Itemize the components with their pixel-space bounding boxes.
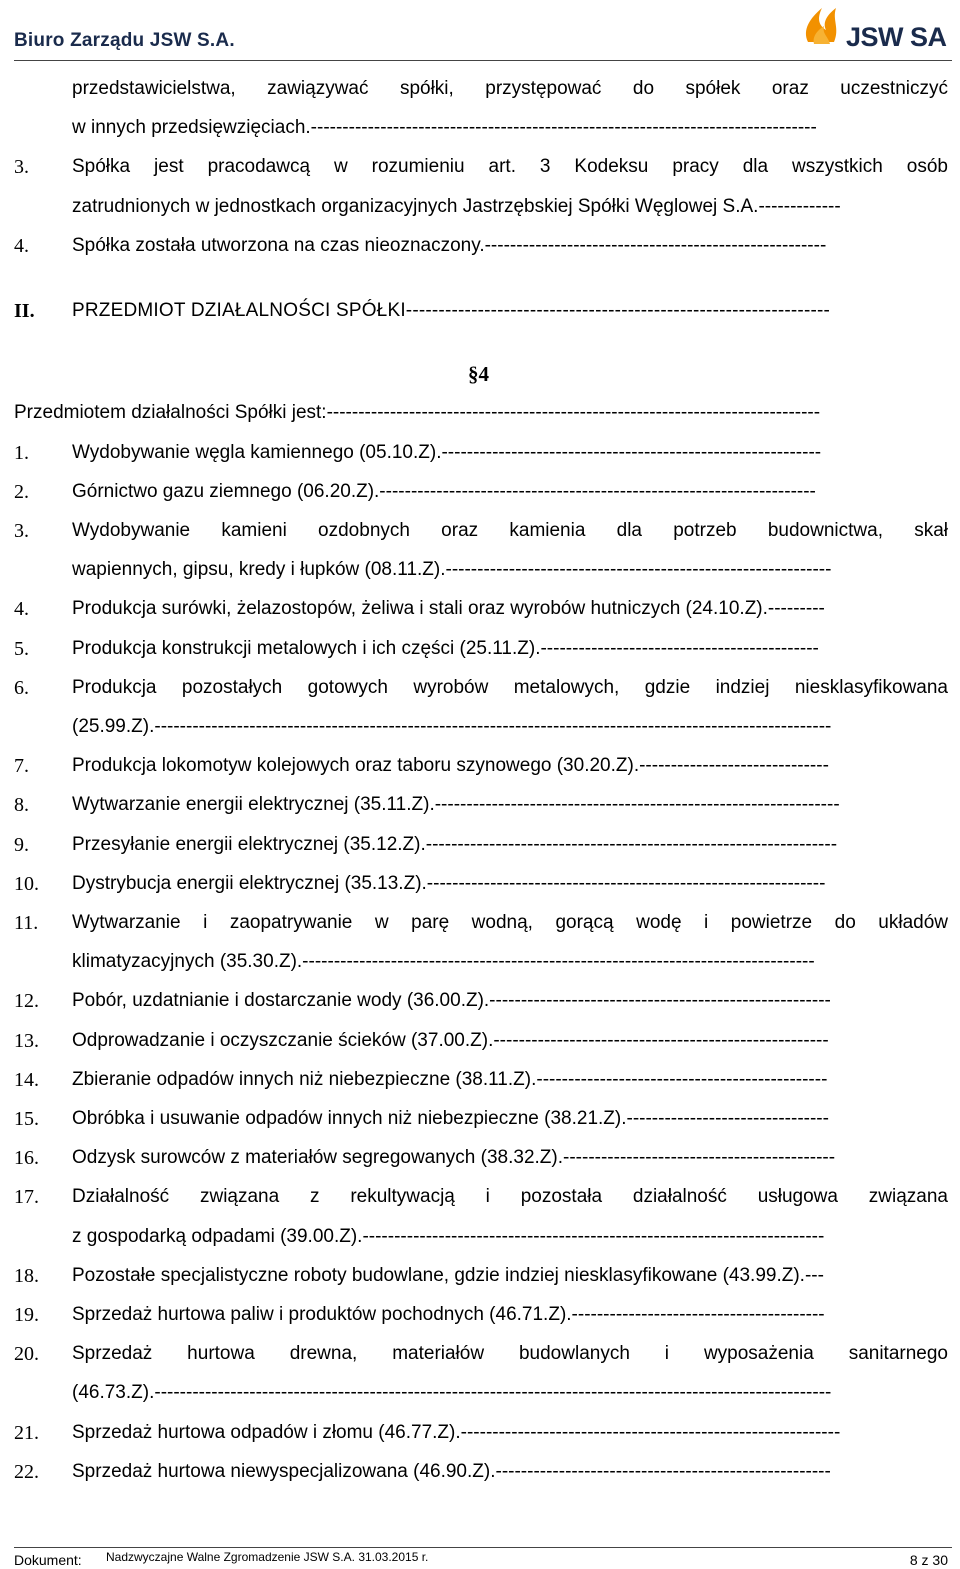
page-footer	[14, 1550, 948, 1569]
item-text: Dystrybucja energii elektrycznej (35.13.Z).---------------------------------------------------------------	[72, 872, 826, 894]
footer-page-number: 8 z 30	[909, 1552, 948, 1568]
list-item	[14, 590, 948, 628]
item-text: Sprzedaż hurtowa drewna, materiałów budowlanych i wyposażenia sanitarnego	[72, 1343, 948, 1365]
item-number: 18.	[14, 1264, 39, 1287]
list-item	[14, 669, 948, 707]
item-number: 17.	[14, 1186, 39, 1209]
item-text: Produkcja pozostałych gotowych wyrobów metalowych, gdzie indziej niesklasyfikowana	[72, 676, 948, 698]
footer-rule	[14, 1547, 952, 1548]
flame-icon	[800, 2, 848, 54]
item-number: 13.	[14, 1029, 39, 1052]
list-item	[14, 1218, 948, 1256]
item-number: 20.	[14, 1343, 39, 1366]
item-number: 2.	[14, 480, 29, 503]
header-title: Biuro Zarządu JSW S.A.	[14, 30, 235, 51]
list-item	[14, 630, 948, 668]
paragraph-mark: §4	[468, 362, 489, 387]
text-line	[14, 355, 948, 393]
item-number: 10.	[14, 872, 39, 895]
item-text: (46.73.Z).-----------------------------------------------------------------------------------------------------------	[72, 1382, 832, 1404]
item-text: Spółka została utworzona na czas nieoznaczony.------------------------------------------------------	[72, 234, 827, 256]
list-item	[14, 148, 948, 186]
list-item	[14, 512, 948, 550]
item-text: klimatyzacyjnych (35.30.Z).---------------------------------------------------------------------------------	[72, 951, 815, 973]
item-text: Produkcja konstrukcji metalowych i ich części (25.11.Z).--------------------------------------------	[72, 637, 819, 659]
item-text: Przesyłanie energii elektrycznej (35.12.Z).-----------------------------------------------------------------	[72, 833, 838, 855]
item-number: 7.	[14, 755, 29, 778]
list-item	[14, 434, 948, 472]
item-text: Wydobywanie kamieni ozdobnych oraz kamienia dla potrzeb budownictwa, skał	[72, 520, 948, 541]
item-text: Obróbka i usuwanie odpadów innych niż niebezpieczne (38.21.Z).--------------------------------	[72, 1108, 829, 1129]
list-item	[14, 1374, 948, 1412]
list-item	[14, 1100, 948, 1138]
logo-text: JSW SA	[846, 22, 947, 52]
item-text: Wydobywanie węgla kamiennego (05.10.Z).------------------------------------------------------------	[72, 441, 822, 463]
intro-text: przedstawicielstwa, zawiązywać spółki, przystępować do spółek oraz uczestniczyć	[72, 78, 948, 99]
item-number: 3.	[14, 520, 29, 542]
item-number: 21.	[14, 1421, 39, 1444]
item-number: 1.	[14, 441, 29, 464]
item-number: 6.	[14, 676, 29, 699]
footer-document: Nadzwyczajne Walne Zgromadzenie JSW S.A. 31.03.2015 r.	[106, 1550, 429, 1564]
item-text: Zbieranie odpadów innych niż niebezpieczne (38.11.Z).----------------------------------------------	[72, 1068, 828, 1090]
item-text: Wytwarzanie i zaopatrywanie w parę wodną, gorącą wodę i powietrze do układów	[72, 912, 948, 933]
item-text: Pobór, uzdatnianie i dostarczanie wody (36.00.Z).------------------------------------------------------	[72, 990, 831, 1012]
item-number: 3.	[14, 156, 29, 179]
list-item	[14, 747, 948, 785]
list-item	[14, 708, 948, 746]
list-item	[14, 1414, 948, 1452]
jsw-logo	[800, 2, 950, 58]
item-text: z gospodarką odpadami (39.00.Z).-------------------------------------------------------------------------	[72, 1225, 825, 1247]
list-item	[14, 1257, 948, 1295]
item-text: Produkcja surówki, żelazostopów, żeliwa i stali oraz wyrobów hutniczych (24.10.Z).---------	[72, 598, 825, 620]
list-item	[14, 227, 948, 265]
item-number: 4.	[14, 234, 29, 257]
item-text: Sprzedaż hurtowa niewyspecjalizowana (46.90.Z).-----------------------------------------------------	[72, 1460, 831, 1482]
list-item	[14, 786, 948, 824]
item-number: 14.	[14, 1068, 39, 1091]
item-number: 11.	[14, 912, 39, 934]
list-item	[14, 1022, 948, 1060]
item-number: 4.	[14, 598, 29, 621]
item-text: Odzysk surowców z materiałów segregowanych (38.32.Z).-------------------------------------------	[72, 1147, 836, 1169]
list-item	[14, 826, 948, 864]
item-text: Pozostałe specjalistyczne roboty budowlane, gdzie indziej niesklasyfikowane (43.99.Z).---	[72, 1264, 824, 1286]
list-item	[14, 1453, 948, 1491]
item-number: 9.	[14, 833, 29, 856]
list-item	[14, 982, 948, 1020]
section-heading	[14, 292, 948, 330]
section-number: II.	[14, 300, 35, 322]
list-item	[14, 1296, 948, 1334]
list-item	[14, 865, 948, 903]
list-item	[14, 188, 948, 226]
list-item	[14, 473, 948, 511]
item-number: 12.	[14, 990, 39, 1013]
intro-text: w innych przedsięwzięciach.--------------------------------------------------------------------------------	[72, 117, 817, 139]
text-line	[14, 394, 948, 432]
item-number: 22.	[14, 1460, 39, 1483]
footer-label: Dokument:	[14, 1552, 82, 1568]
section-title: PRZEDMIOT DZIAŁALNOŚCI SPÓŁKI-----------------------------------------------------------------	[72, 300, 831, 321]
header-rule	[14, 60, 952, 61]
item-number: 15.	[14, 1108, 39, 1130]
lead-text: Przedmiotem działalności Spółki jest:------------------------------------------------------------------------------	[14, 402, 821, 424]
list-item	[14, 551, 948, 589]
item-text: (25.99.Z).-----------------------------------------------------------------------------------------------------------	[72, 716, 832, 737]
list-item	[14, 1178, 948, 1216]
text-line	[14, 109, 948, 147]
item-number: 16.	[14, 1147, 39, 1170]
item-text: Działalność związana z rekultywacją i pozostała działalność usługowa związana	[72, 1186, 948, 1208]
item-number: 8.	[14, 794, 29, 817]
item-text: Spółka jest pracodawcą w rozumieniu art. 3 Kodeksu pracy dla wszystkich osób	[72, 156, 948, 178]
item-text: Sprzedaż hurtowa odpadów i złomu (46.77.Z).------------------------------------------------------------	[72, 1421, 841, 1443]
list-item	[14, 943, 948, 981]
item-number: 19.	[14, 1304, 39, 1326]
list-item	[14, 1335, 948, 1373]
item-text: Sprzedaż hurtowa paliw i produktów pochodnych (46.71.Z).----------------------------------------	[72, 1304, 825, 1325]
list-item	[14, 904, 948, 942]
item-text: wapiennych, gipsu, kredy i łupków (08.11.Z).-------------------------------------------------------------	[72, 559, 832, 581]
item-number: 5.	[14, 637, 29, 660]
item-text: Górnictwo gazu ziemnego (06.20.Z).---------------------------------------------------------------------	[72, 480, 816, 502]
list-item	[14, 1061, 948, 1099]
item-text: Wytwarzanie energii elektrycznej (35.11.Z).----------------------------------------------------------------	[72, 794, 840, 816]
item-text: zatrudnionych w jednostkach organizacyjnych Jastrzębskiej Spółki Węglowej S.A.-------------	[72, 195, 841, 217]
item-text: Produkcja lokomotyw kolejowych oraz taboru szynowego (30.20.Z).------------------------------	[72, 755, 829, 777]
text-line	[14, 70, 948, 108]
item-text: Odprowadzanie i oczyszczanie ścieków (37.00.Z).-----------------------------------------------------	[72, 1029, 829, 1051]
list-item	[14, 1139, 948, 1177]
page-header	[0, 0, 960, 62]
